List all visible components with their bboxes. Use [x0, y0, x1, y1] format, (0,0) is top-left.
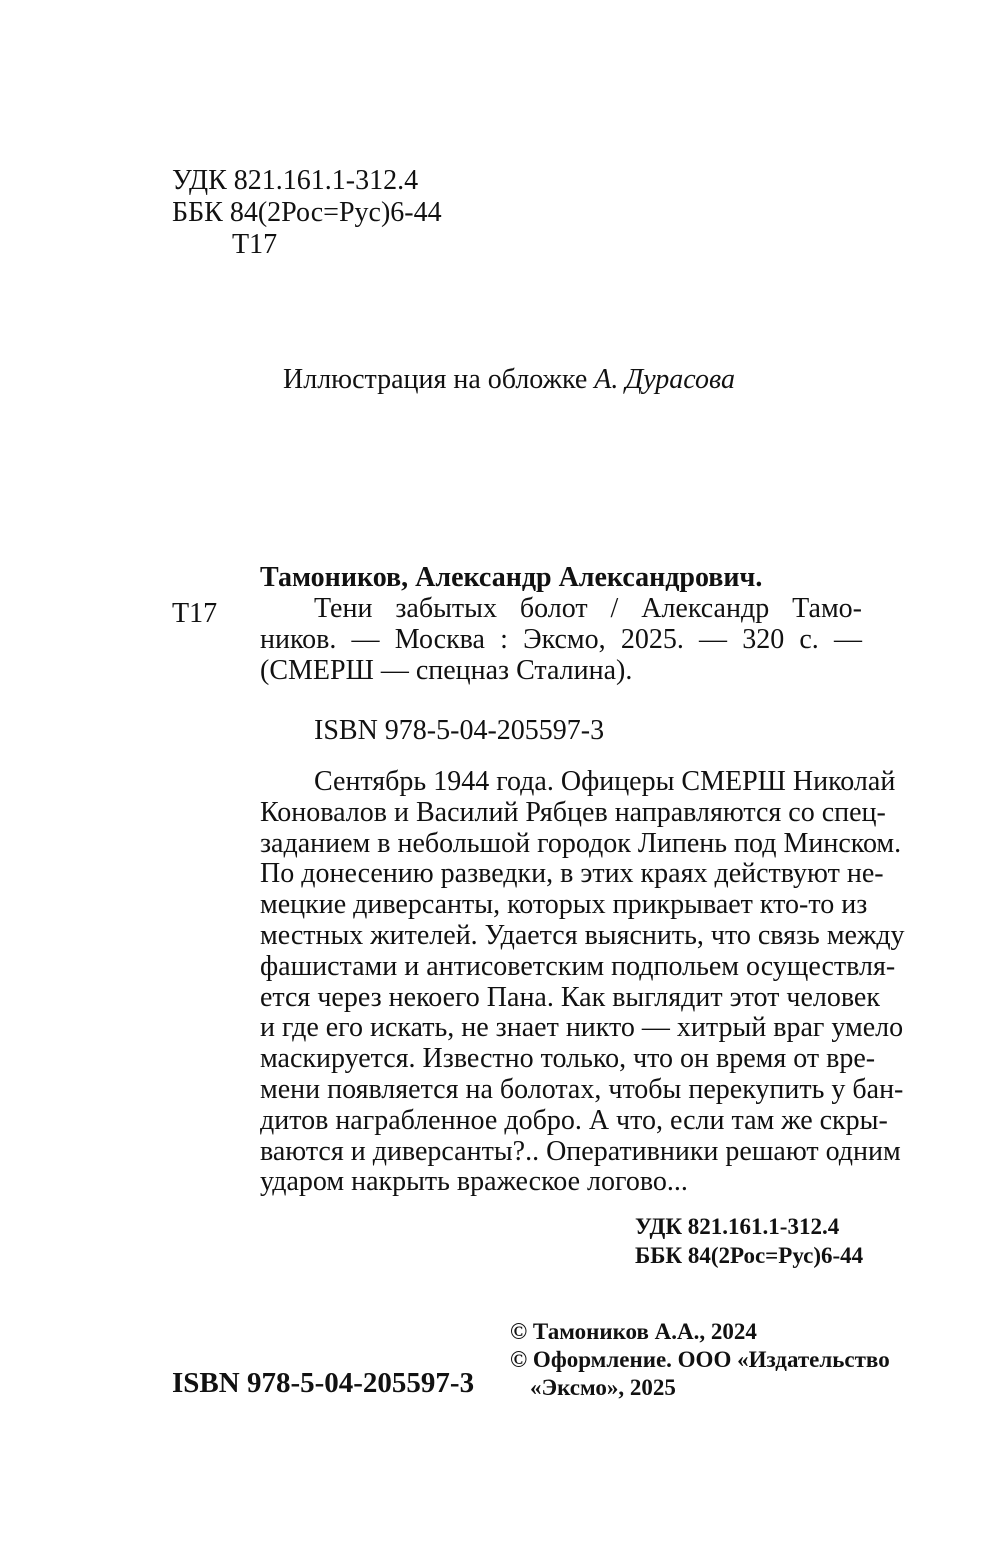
isbn-entry: ISBN 978-5-04-205597-3 — [314, 715, 605, 746]
illustration-credit-label: Иллюстрация на обложке — [283, 364, 588, 395]
abstract-paragraph — [260, 766, 905, 1198]
copyright-author: © Тамоников А.А., 2024 — [510, 1319, 757, 1344]
copyright-design-publisher: «Эксмо», 2025 — [530, 1375, 676, 1400]
abstract-line: и где его искать, не знает никто — хитрый враг умело — [260, 1012, 904, 1044]
abstract-line: Сентябрь 1944 года. Офицеры СМЕРШ Николай — [314, 766, 896, 797]
illustration-credit — [283, 364, 735, 396]
abstract-line: ется через некоего Пана. Как выглядит этот человек — [260, 981, 880, 1013]
illustration-artist: А. Дурасова — [594, 364, 735, 395]
abstract-line: дитов награбленное добро. А что, если там же скры- — [260, 1104, 888, 1136]
author-heading: Тамоников, Александр Александрович. — [260, 562, 763, 593]
author-mark-entry: Т17 — [172, 598, 218, 629]
bib-line: (СМЕРШ — спецназ Сталина). — [260, 654, 633, 686]
abstract-line: По донесению разведки, в этих краях действуют не- — [260, 858, 884, 890]
abstract-line: фашистами и антисоветским подпольем осуществля- — [260, 950, 896, 982]
udk-code-bottom: УДК 821.161.1-312.4 — [635, 1214, 840, 1239]
abstract-line: Коновалов и Василий Рябцев направляются со спец- — [260, 796, 886, 828]
udk-code-top: УДК 821.161.1-312.4 — [172, 165, 419, 196]
bib-line: Тени забытых болот / Александр Тамо- — [314, 593, 862, 624]
abstract-line: ударом накрыть вражеское логово... — [260, 1166, 688, 1198]
bbk-code-bottom: ББК 84(2Рос=Рус)6-44 — [635, 1243, 864, 1268]
abstract-line: маскируется. Известно только, что он время от вре- — [260, 1043, 876, 1075]
bibliographic-description — [260, 594, 862, 686]
copyright-design: © Оформление. ООО «Издательство — [510, 1347, 890, 1372]
abstract-line: заданием в небольшой городок Липень под Минском. — [260, 827, 902, 859]
abstract-line: местных жителей. Удается выяснить, что связь между — [260, 919, 905, 951]
bib-line: ников. — Москва : Эксмо, 2025. — 320 с. — — [260, 623, 862, 655]
bbk-code-top: ББК 84(2Рос=Рус)6-44 — [172, 197, 442, 228]
author-mark-top: Т17 — [232, 229, 278, 260]
isbn-bottom: ISBN 978-5-04-205597-3 — [172, 1367, 475, 1399]
abstract-line: мени появляется на болотах, чтобы перекупить у бан- — [260, 1073, 904, 1105]
abstract-line: мецкие диверсанты, которых прикрывает кто-то из — [260, 889, 868, 921]
abstract-line: ваются и диверсанты?.. Оперативники решают одним — [260, 1135, 901, 1167]
